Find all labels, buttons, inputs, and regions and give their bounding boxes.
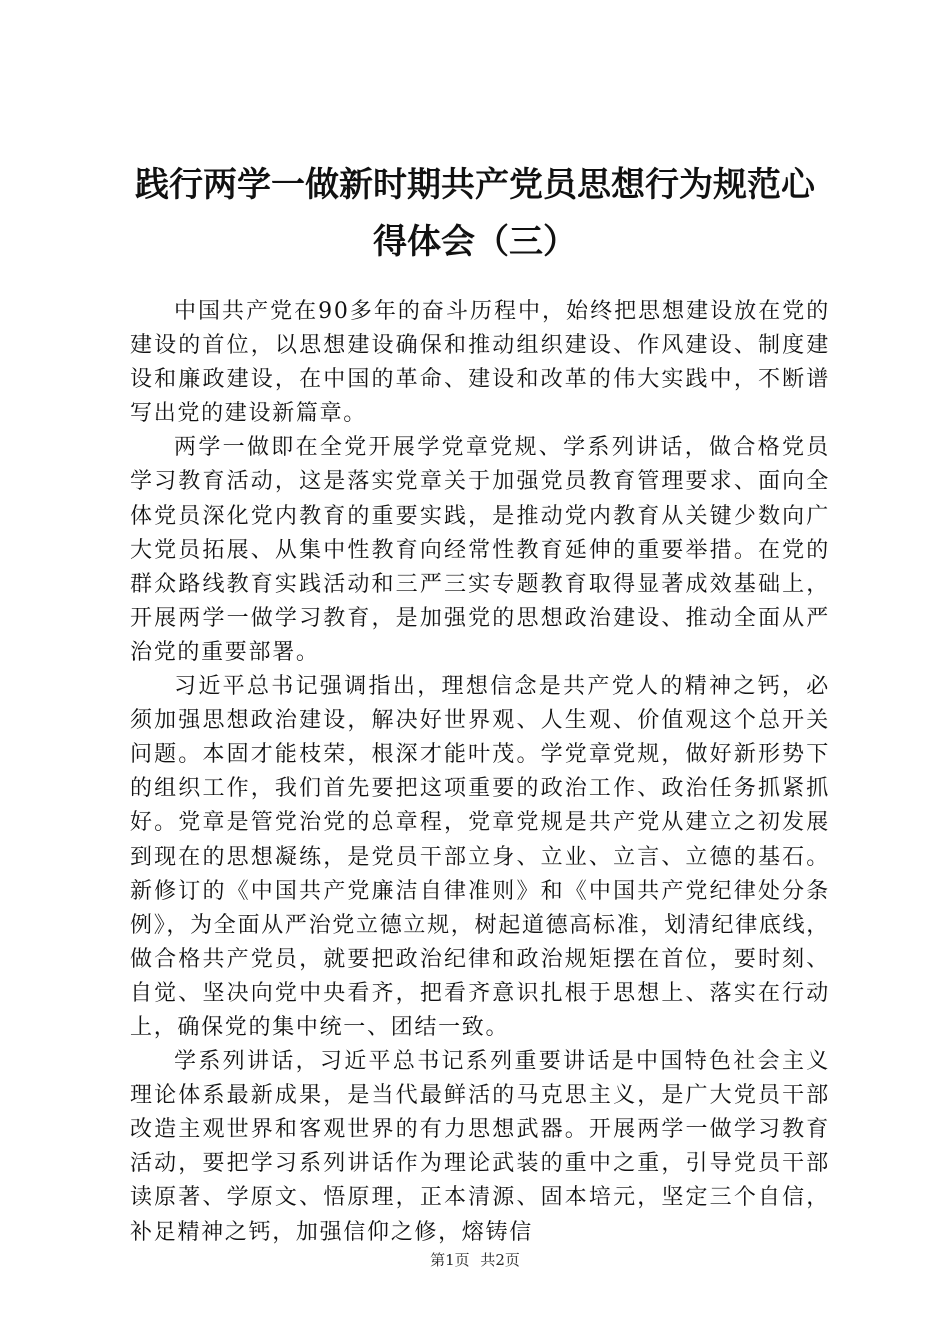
paragraph: 习近平总书记强调指出，理想信念是共产党人的精神之钙，必须加强思想政治建设，解决好世界观、人生观、价值观这个总开关问题。本固才能枝荣，根深才能叶茂。学党章党规，做好新形势下的组织工作，我们首先要把这项重要的政治工作、政治任务抓紧抓好。党章是管党治党的总章程，党章党规是共产党从建立之初发展到现在的思想凝练，是党员干部立身、立业、立言、立德的基石。新修订的《中国共产党廉洁自律准则》和《中国共产党纪律处分条例》，为全面从严治党立德立规，树起道德高标准，划清纪律底线，做合格共产党员，就要把政治纪律和政治规矩摆在首位，要时刻、自觉、坚决向党中央看齐，把看齐意识扎根于思想上、落实在行动上，确保党的集中统一、团结一致。	[130, 674, 831, 1040]
document-title-line-1: 践行两学一做新时期共产党员思想行为规范心	[135, 165, 815, 205]
page-total: 共2页	[480, 1251, 520, 1269]
paragraph: 学系列讲话，习近平总书记系列重要讲话是中国特色社会主义理论体系最新成果，是当代最鲜活的马克思主义，是广大党员干部改造主观世界和客观世界的有力思想武器。开展两学一做学习教育活动，要把学习系列讲话作为理论武装的重中之重，引导党员干部读原著、学原文、悟原理，正本清源、固本培元，坚定三个自信，补足精神之钙，加强信仰之修，熔铸信	[130, 1049, 830, 1245]
page-number: 第1页	[430, 1251, 470, 1269]
document-body	[130, 295, 830, 1250]
paragraph: 两学一做即在全党开展学党章党规、学系列讲话，做合格党员学习教育活动，这是落实党章关于加强党员教育管理要求、面向全体党员深化党内教育的重要实践，是推动党内教育从关键少数向广大党员拓展、从集中性教育向经常性教育延伸的重要举措。在党的群众路线教育实践活动和三严三实专题教育取得显著成效基础上，开展两学一做学习教育，是加强党的思想政治建设、推动全面从严治党的重要部署。	[130, 435, 830, 665]
document-title-line-2: 得体会（三）	[373, 222, 577, 262]
paragraph: 中国共产党在90多年的奋斗历程中，始终把思想建设放在党的建设的首位，以思想建设确保和推动组织建设、作风建设、制度建设和廉政建设，在中国的革命、建设和改革的伟大实践中，不断谱写出党的建设新篇章。	[130, 299, 830, 427]
page-footer	[0, 1250, 950, 1270]
